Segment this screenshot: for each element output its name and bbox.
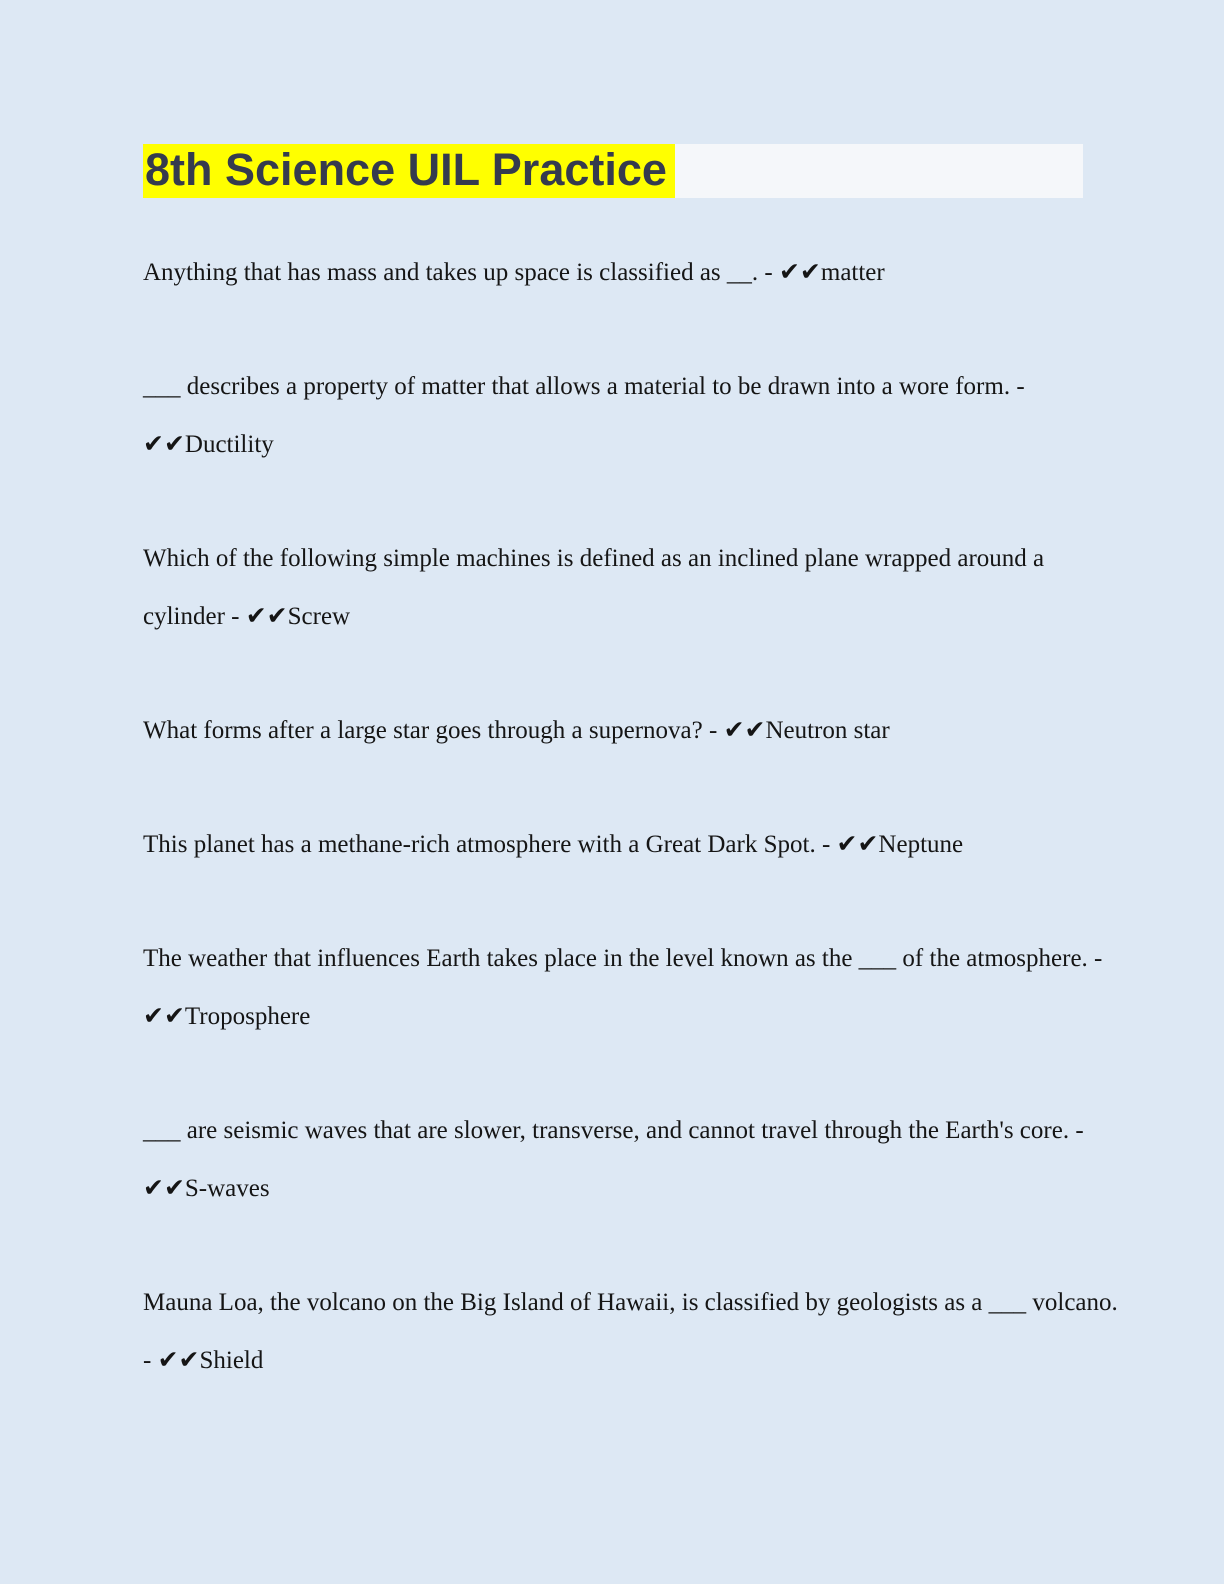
qa-line: ___ are seismic waves that are slower, transverse, and cannot travel through the Earth's core. - — [143, 1117, 1084, 1144]
qa-item — [143, 530, 1083, 646]
qa-line: ✔✔Troposphere — [143, 1003, 311, 1030]
qa-line: This planet has a methane-rich atmosphere with a Great Dark Spot. - ✔✔Neptune — [143, 831, 964, 858]
qa-line: Anything that has mass and takes up space is classified as __. - ✔✔matter — [143, 259, 885, 286]
qa-line: The weather that influences Earth takes place in the level known as the ___ of the atmosphere. - — [143, 945, 1103, 972]
qa-line: cylinder - ✔✔Screw — [143, 603, 351, 630]
qa-line: What forms after a large star goes through a supernova? - ✔✔Neutron star — [143, 717, 890, 744]
title-bar — [143, 144, 1083, 198]
qa-line: Mauna Loa, the volcano on the Big Island of Hawaii, is classified by geologists as a ___ volcano. — [143, 1289, 1118, 1316]
qa-line: Which of the following simple machines is defined as an inclined plane wrapped around a — [143, 545, 1045, 572]
qa-item — [143, 702, 1083, 760]
qa-line: ✔✔Ductility — [143, 431, 274, 458]
page-title: 8th Science UIL Practice — [145, 144, 667, 195]
qa-line: ✔✔S-waves — [143, 1175, 270, 1202]
qa-item — [143, 816, 1083, 874]
qa-item — [143, 358, 1083, 474]
qa-item — [143, 244, 1083, 302]
qa-item — [143, 1102, 1083, 1218]
qa-line: - ✔✔Shield — [143, 1347, 264, 1374]
qa-item — [143, 930, 1103, 1046]
title-highlight — [143, 144, 675, 198]
qa-line: ___ describes a property of matter that allows a material to be drawn into a wore form. - — [143, 373, 1025, 400]
qa-item — [143, 1274, 1118, 1390]
